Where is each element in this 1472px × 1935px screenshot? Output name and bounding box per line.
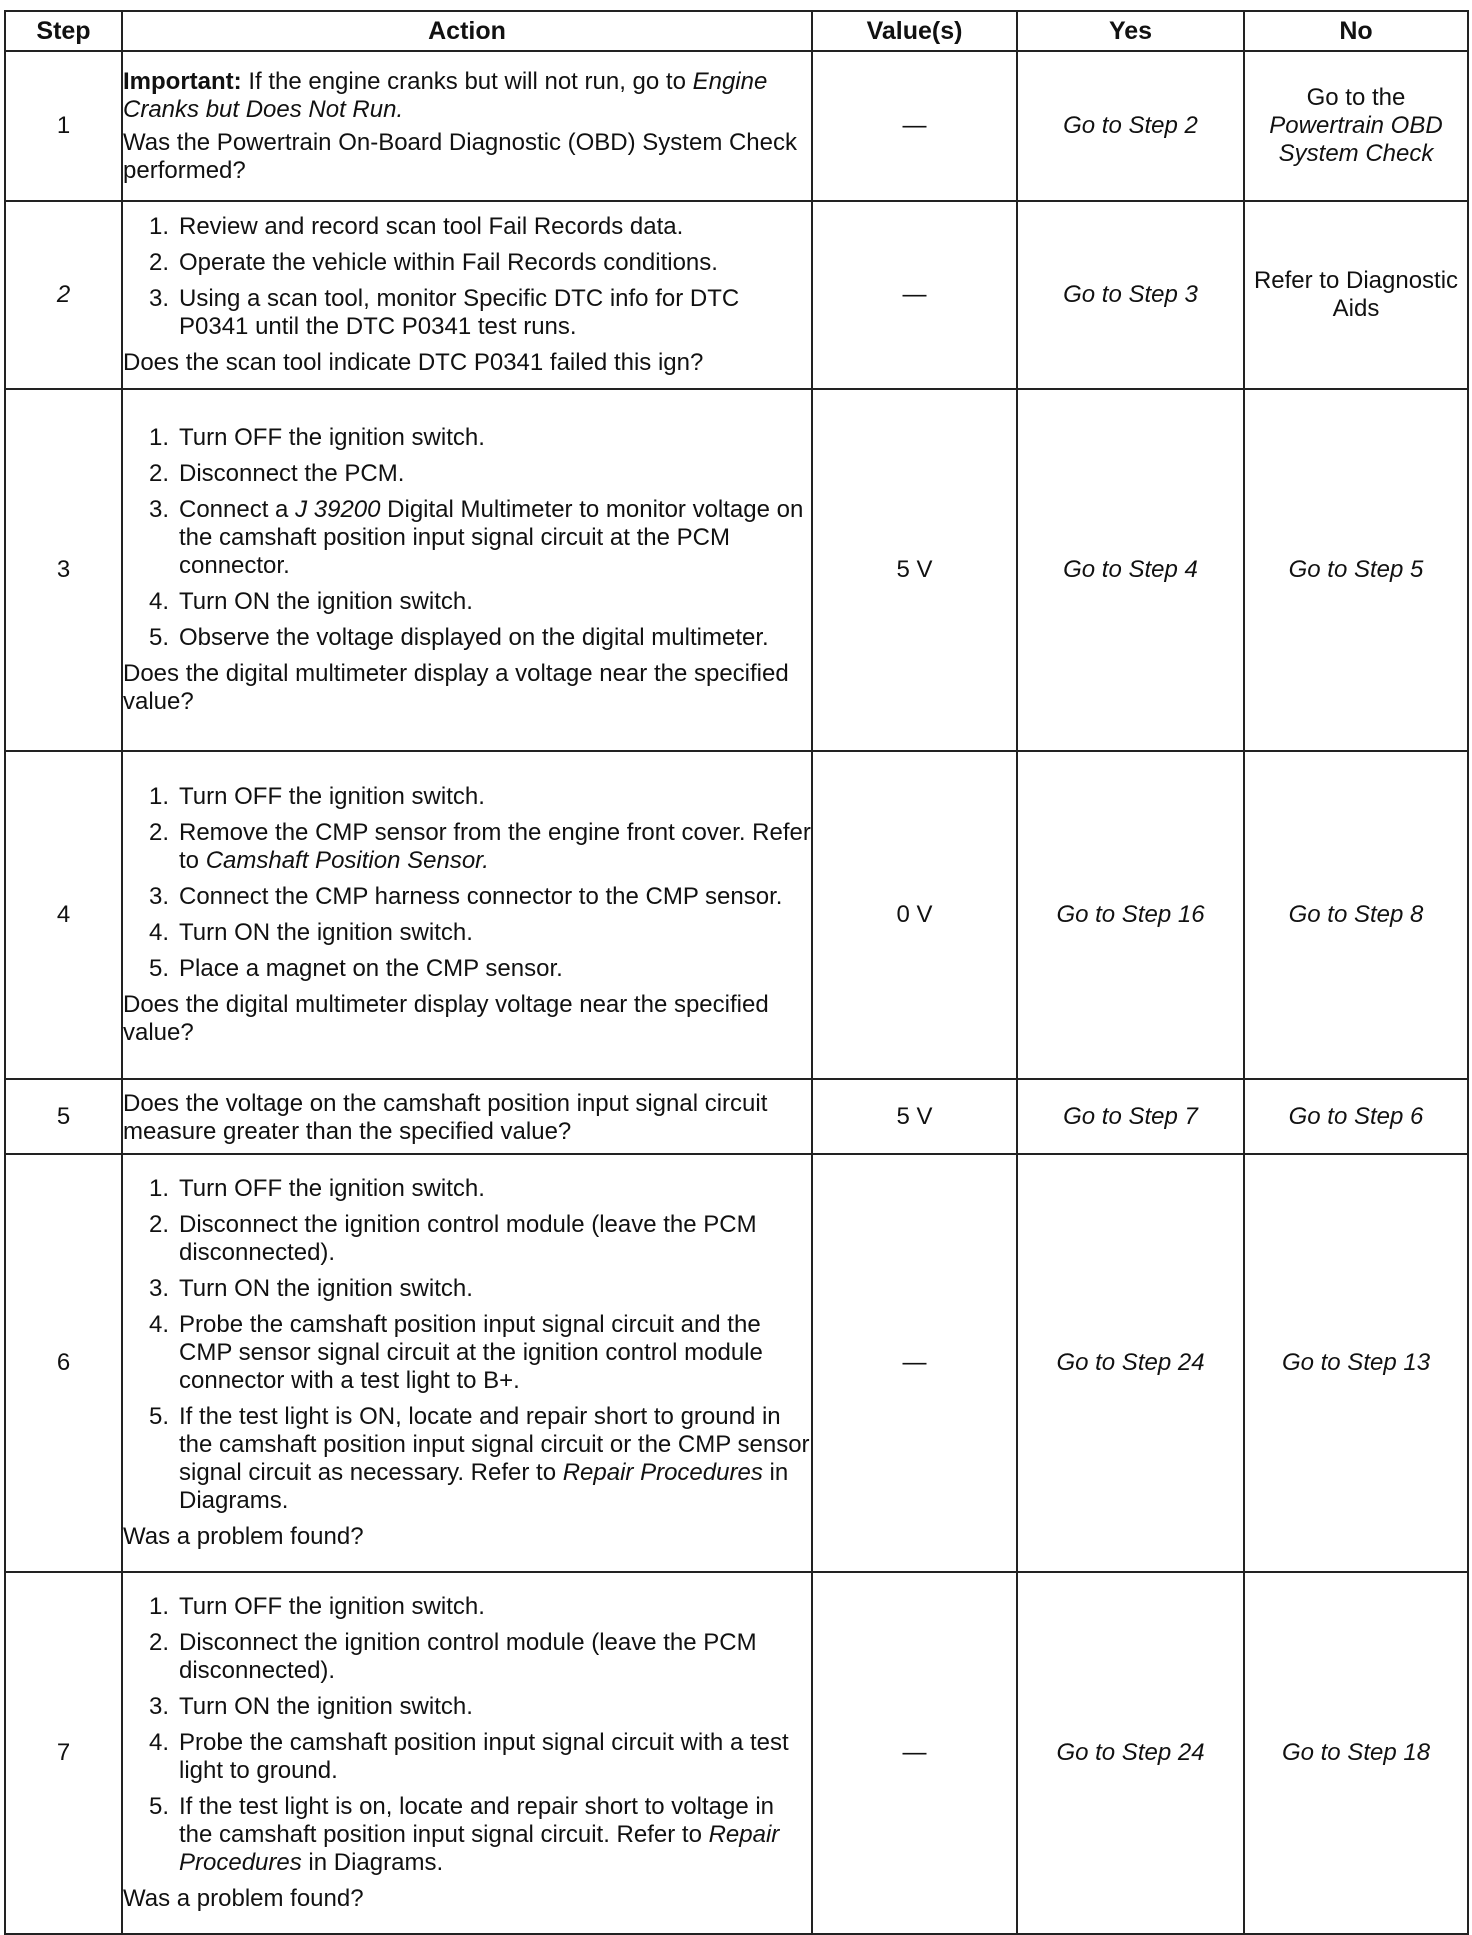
reference-link[interactable]: Repair Procedures xyxy=(562,1459,763,1486)
question-text: Does the scan tool indicate DTC P0341 failed this ign? xyxy=(123,349,704,376)
no-link[interactable]: Powertrain OBD System Check xyxy=(1269,112,1443,167)
no-link[interactable]: Go to Step 5 xyxy=(1244,389,1468,751)
list-item: 5. Place a magnet on the CMP sensor. xyxy=(148,955,563,982)
important-label: Important: xyxy=(123,67,242,95)
header-step: Step xyxy=(5,11,122,51)
yes-link[interactable]: Go to Step 7 xyxy=(1017,1079,1244,1154)
procedure-list xyxy=(123,1175,811,1515)
table-row-step-5 xyxy=(5,1079,1468,1154)
value-text: — xyxy=(902,112,927,139)
list-item: 4. Turn ON the ignition switch. xyxy=(148,919,473,946)
value-text: 5 V xyxy=(896,1102,933,1130)
step-number: 7 xyxy=(5,1572,122,1934)
important-link[interactable]: Engine Cranks but Does Not Run. xyxy=(123,67,768,123)
list-item: 5. Observe the voltage displayed on the digital multimeter. xyxy=(148,624,769,651)
list-item: 1. Turn OFF the ignition switch. xyxy=(148,424,485,451)
list-item: 2. Disconnect the ignition control module (leave the PCM disconnected). xyxy=(148,1629,757,1684)
value-text: — xyxy=(902,281,927,308)
table-row-step-1 xyxy=(5,51,1468,201)
value-cell xyxy=(812,51,1017,201)
tool-name: J 39200 xyxy=(295,496,381,523)
step-number: 6 xyxy=(5,1154,122,1572)
header-action: Action xyxy=(122,11,812,51)
important-text: If the engine cranks but will not run, go to xyxy=(241,67,693,95)
procedure-list xyxy=(123,213,811,341)
question-text: Does the digital multimeter display voltage near the specified value? xyxy=(123,991,769,1046)
table-row-step-4 xyxy=(5,751,1468,1079)
step-number: 2 xyxy=(5,201,122,389)
value-cell xyxy=(812,201,1017,389)
header-no: No xyxy=(1244,11,1468,51)
action-cell xyxy=(122,389,812,751)
yes-link[interactable]: Go to Step 2 xyxy=(1017,51,1244,201)
list-item: 1. Turn OFF the ignition switch. xyxy=(148,1593,485,1620)
list-item: 5. If the test light is on, locate and repair short to voltage in the camshaft position input signal circuit. Refer to Repair Procedures in Diagrams. xyxy=(148,1793,780,1876)
yes-link[interactable]: Go to Step 3 xyxy=(1017,201,1244,389)
table-row-step-6 xyxy=(5,1154,1468,1572)
table-row-step-2 xyxy=(5,201,1468,389)
list-item: 4. Turn ON the ignition switch. xyxy=(148,588,473,615)
header-values: Value(s) xyxy=(812,11,1017,51)
action-cell xyxy=(122,1079,812,1154)
no-cell[interactable] xyxy=(1244,51,1468,201)
action-cell xyxy=(122,201,812,389)
table-row-step-3 xyxy=(5,389,1468,751)
list-item: 1. Review and record scan tool Fail Records data. xyxy=(148,213,684,240)
list-item: 3. Connect the CMP harness connector to the CMP sensor. xyxy=(148,883,783,910)
no-link[interactable]: Go to Step 18 xyxy=(1244,1572,1468,1934)
no-link[interactable]: Go to Step 8 xyxy=(1244,751,1468,1079)
yes-link[interactable]: Go to Step 4 xyxy=(1017,389,1244,751)
no-link[interactable]: Refer to Diagnostic Aids xyxy=(1244,201,1468,389)
header-yes: Yes xyxy=(1017,11,1244,51)
value-text: 0 V xyxy=(896,901,933,928)
list-item: 1. Turn OFF the ignition switch. xyxy=(148,1175,485,1202)
yes-link[interactable]: Go to Step 24 xyxy=(1017,1154,1244,1572)
no-link[interactable]: Go to Step 13 xyxy=(1244,1154,1468,1572)
step-number: 4 xyxy=(5,751,122,1079)
reference-link[interactable]: Repair Procedures xyxy=(179,1821,780,1876)
action-cell xyxy=(122,751,812,1079)
value-cell xyxy=(812,751,1017,1079)
value-text: — xyxy=(902,1739,927,1766)
list-item: 1. Turn OFF the ignition switch. xyxy=(148,783,485,810)
question-text: Was a problem found? xyxy=(123,1885,364,1912)
list-item: 3. Using a scan tool, monitor Specific DTC info for DTC P0341 until the DTC P0341 test runs. xyxy=(148,285,740,340)
yes-link[interactable]: Go to Step 16 xyxy=(1017,751,1244,1079)
list-item: 3. Turn ON the ignition switch. xyxy=(148,1693,473,1720)
reference-link[interactable]: Camshaft Position Sensor. xyxy=(205,847,489,874)
list-item: 2. Disconnect the PCM. xyxy=(148,460,405,487)
table-row-step-7 xyxy=(5,1572,1468,1934)
list-item: 3. Turn ON the ignition switch. xyxy=(148,1275,473,1302)
step-number: 5 xyxy=(5,1079,122,1154)
list-item: 4. Probe the camshaft position input signal circuit and the CMP sensor signal circuit at the ignition control module connector with a test light to B+. xyxy=(148,1311,763,1394)
value-cell xyxy=(812,1572,1017,1934)
question-text: Does the digital multimeter display a voltage near the specified value? xyxy=(123,660,789,715)
step-number: 1 xyxy=(5,51,122,201)
question-text: Does the voltage on the camshaft position input signal circuit measure greater than the specified value? xyxy=(123,1089,768,1145)
procedure-list xyxy=(123,783,811,983)
question-text: Was the Powertrain On-Board Diagnostic (OBD) System Check performed? xyxy=(123,128,798,184)
list-item: 3. Connect a J 39200 Digital Multimeter to monitor voltage on the camshaft position input signal circuit at the PCM connector. xyxy=(148,496,804,579)
yes-link[interactable]: Go to Step 24 xyxy=(1017,1572,1244,1934)
step-number: 3 xyxy=(5,389,122,751)
value-cell xyxy=(812,1154,1017,1572)
no-link[interactable]: Go to Step 6 xyxy=(1244,1079,1468,1154)
list-item: 5. If the test light is ON, locate and repair short to ground in the camshaft position input signal circuit or the CMP sensor signal circuit as necessary. Refer to Repair Procedures in Diagrams. xyxy=(148,1403,810,1514)
list-item: 2. Operate the vehicle within Fail Records conditions. xyxy=(148,249,718,276)
value-cell xyxy=(812,1079,1017,1154)
important-note xyxy=(123,68,811,124)
list-item: 2. Disconnect the ignition control module (leave the PCM disconnected). xyxy=(148,1211,757,1266)
header-row xyxy=(5,11,1468,51)
question-text: Was a problem found? xyxy=(123,1523,364,1550)
list-item: 2. Remove the CMP sensor from the engine front cover. Refer to Camshaft Position Sensor. xyxy=(148,819,811,874)
action-cell xyxy=(122,1154,812,1572)
value-cell xyxy=(812,389,1017,751)
action-cell xyxy=(122,51,812,201)
diagnostic-table xyxy=(4,10,1469,1935)
value-text: 5 V xyxy=(896,556,933,583)
action-cell xyxy=(122,1572,812,1934)
value-text: — xyxy=(902,1349,927,1376)
list-item: 4. Probe the camshaft position input signal circuit with a test light to ground. xyxy=(148,1729,789,1784)
procedure-list xyxy=(123,424,811,652)
no-prefix: Go to the xyxy=(1306,84,1406,111)
procedure-list xyxy=(123,1593,811,1877)
